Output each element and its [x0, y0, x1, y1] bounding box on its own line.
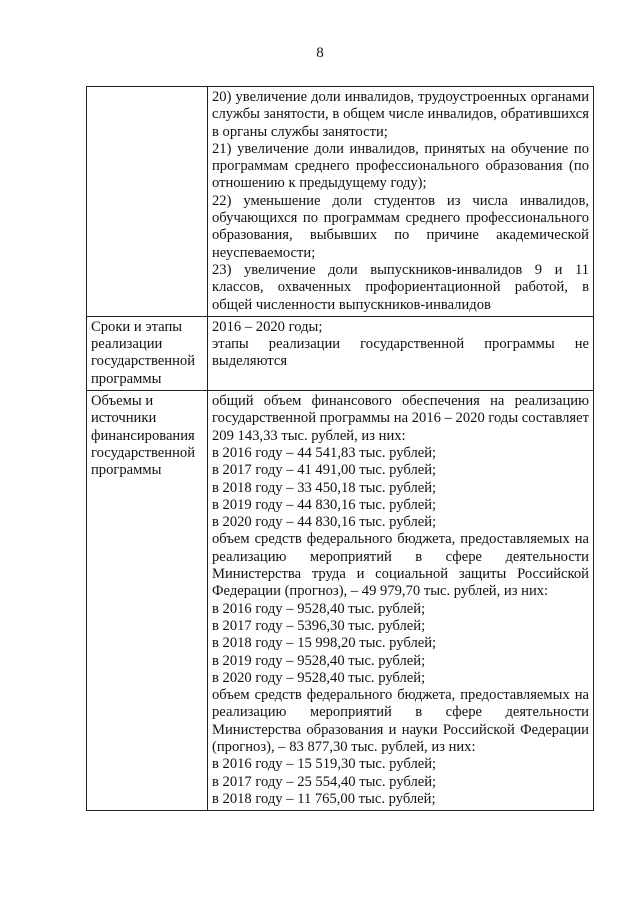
- funding-education-2018: в 2018 году – 11 765,00 тыс. рублей;: [212, 790, 436, 807]
- row-label-empty: [87, 87, 208, 317]
- funding-total-2016: в 2016 году – 44 541,83 тыс. рублей;: [212, 444, 437, 461]
- indicator-22: 22) уменьшение доли студентов из числа инвалидов, обучающихся по программам среднего профессионального образования, выбывших по причине академической неуспеваемости;: [212, 192, 589, 261]
- indicator-21: 21) увеличение доли инвалидов, принятых на обучение по программам среднего профессионального образования (по отношению к предыдущему году);: [212, 140, 589, 192]
- funding-education-2016: в 2016 году – 15 519,30 тыс. рублей;: [212, 756, 437, 773]
- row-label-terms: Сроки и этапы реализации государственной программы: [87, 316, 208, 390]
- funding-education-ministry: объем средств федерального бюджета, предоставляемых на реализацию мероприятий в сфере деятельности Министерства образования и науки Российской Федерации (прогноз), – 83 877,30 тыс. рублей, из них:: [212, 687, 589, 755]
- funding-total-2017: в 2017 году – 41 491,00 тыс. рублей;: [212, 462, 437, 479]
- terms-stages: этапы реализации государственной программы не выделяются: [212, 336, 589, 370]
- indicator-20: 20) увеличение доли инвалидов, трудоустроенных органами службы занятости, в общем числе инвалидов, обратившихся в органы службы занятости;: [212, 89, 589, 140]
- funding-total-2018: в 2018 году – 33 450,18 тыс. рублей;: [212, 479, 437, 496]
- terms-period: 2016 – 2020 годы;: [212, 318, 323, 335]
- table-row-indicators: [87, 87, 594, 317]
- funding-labor-2019: в 2019 году – 9528,40 тыс. рублей;: [212, 652, 426, 669]
- terms-cell: [208, 316, 594, 390]
- funding-total-2019: в 2019 году – 44 830,16 тыс. рублей;: [212, 496, 437, 513]
- terms-spacer: [212, 371, 589, 388]
- funding-total-2020: в 2020 году – 44 830,16 тыс. рублей;: [212, 514, 437, 531]
- indicators-cell: [208, 87, 594, 317]
- table-row-funding: [87, 391, 594, 811]
- table-row-terms: [87, 316, 594, 390]
- indicator-23: 23) увеличение доли выпускников-инвалидов 9 и 11 классов, охваченных профориентационной работой, в общей численности выпускников-инвалидов: [212, 261, 589, 313]
- program-passport-table: [86, 86, 594, 811]
- funding-labor-ministry: объем средств федерального бюджета, предоставляемых на реализацию мероприятий в сфере деятельности Министерства труда и социальной защиты Российской Федерации (прогноз), – 49 979,70 тыс. рублей, из них:: [212, 531, 589, 600]
- funding-labor-2017: в 2017 году – 5396,30 тыс. рублей;: [212, 617, 426, 634]
- funding-labor-2020: в 2020 году – 9528,40 тыс. рублей;: [212, 669, 426, 686]
- funding-labor-2016: в 2016 году – 9528,40 тыс. рублей;: [212, 600, 426, 617]
- page-number: 8: [316, 45, 324, 61]
- funding-labor-2018: в 2018 году – 15 998,20 тыс. рублей;: [212, 635, 437, 652]
- funding-total: общий объем финансового обеспечения на реализацию государственной программы на 2016 – 2020 годы составляет 209 143,33 тыс. рублей, из них:: [212, 393, 589, 444]
- row-label-funding: Объемы и источники финансирования государственной программы: [87, 391, 208, 811]
- funding-education-2017: в 2017 году – 25 554,40 тыс. рублей;: [212, 773, 437, 790]
- funding-cell: [208, 391, 594, 811]
